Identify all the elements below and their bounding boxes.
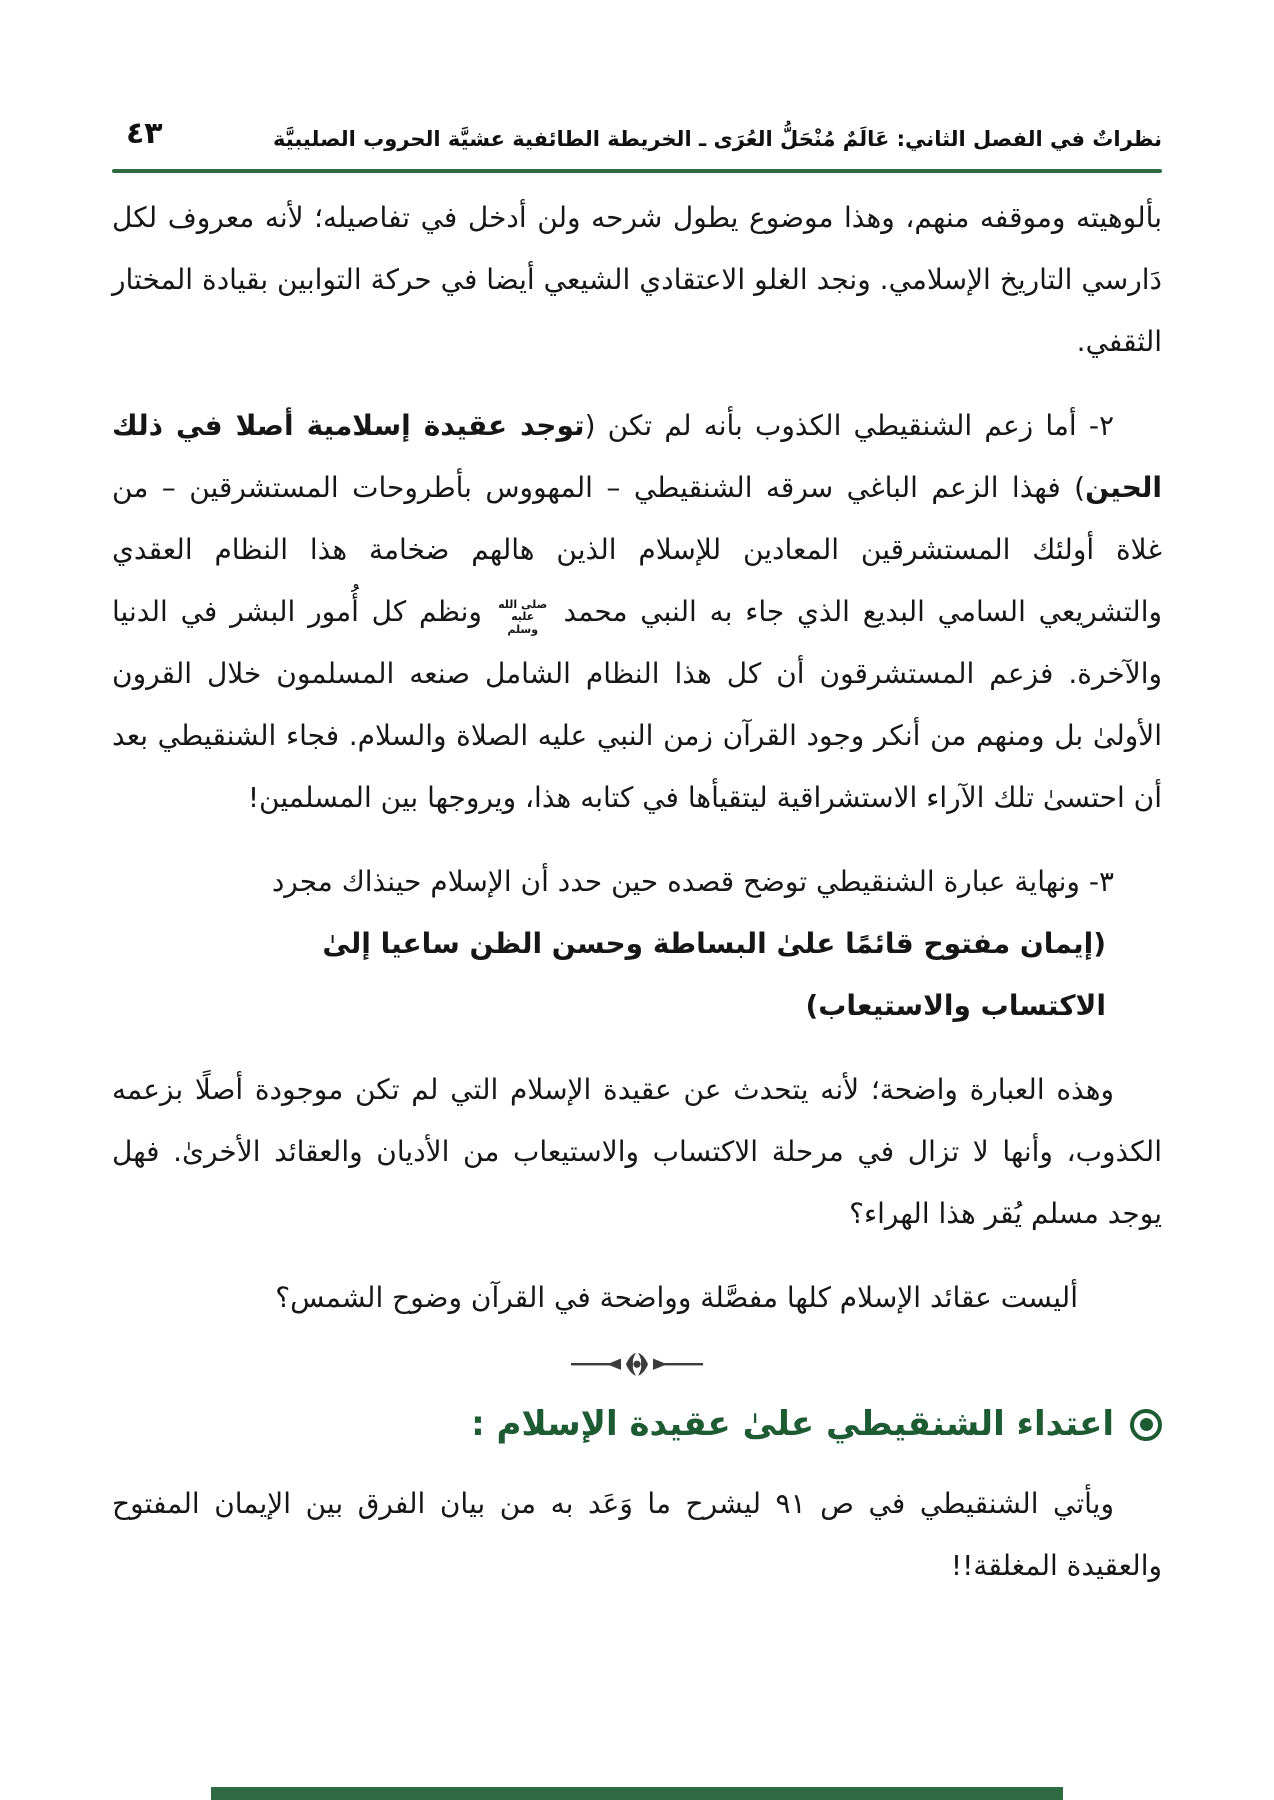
pbuh-ligature: صلى الله عليه وسلم — [498, 597, 548, 636]
paragraph-explanation: وهذه العبارة واضحة؛ لأنه يتحدث عن عقيدة الإسلام التي لم تكن موجودة أصلًا بزعمه الكذوب، وأنها لا تزال في مرحلة الاكتساب والاستيعاب من الأديان والعقائد الأخرىٰ. فهل يوجد مسلم يُقر هذا الهراء؟ — [112, 1073, 1162, 1230]
footer-accent-bar — [211, 1787, 1063, 1800]
paragraph-continuation: بألوهيته وموقفه منهم، وهذا موضوع يطول شرحه ولن أدخل في تفاصيله؛ لأنه معروف لكل دَارسي التاريخ الإسلامي. ونجد الغلو الاعتقادي الشيعي أيضا في حركة التوابين بقيادة المختار الثقفي. — [112, 201, 1162, 358]
paragraph-point-3: ٣- ونهاية عبارة الشنقيطي توضح قصده حين حدد أن الإسلام حينذاك مجرد — [271, 865, 1114, 898]
p3-quoted-phrase: (إيمان مفتوح قائمًا علىٰ البساطة وحسن الظن ساعيا إلىٰ الاكتساب والاستيعاب) — [322, 927, 1106, 1022]
page-header — [112, 116, 1162, 151]
running-title: نظراتٌ في الفصل الثاني: عَالَمٌ مُنْحَلُّ العُرَى ـ الخريطة الطائفية عشيَّة الحروب الصليبيَّة — [273, 127, 1162, 151]
ornament-divider-icon — [112, 1351, 1162, 1377]
p2-quoted-claim: توجد عقيدة إسلامية أصلا في ذلك الحين — [112, 409, 1162, 504]
bullet-dot — [1140, 1418, 1153, 1431]
section-heading — [112, 1401, 1162, 1449]
header-rule — [112, 169, 1162, 173]
p2-text-mid: ) فهذا الزعم الباغي سرقه الشنقيطي – المهووس بأطروحات المستشرقين – من غلاة أولئك المستشرقين المعادين للإسلام الذين هالهم ضخامة هذا النظام العقدي والتشريعي السامي البديع الذي جاء به النبي محمد — [112, 471, 1162, 628]
p2-text-pre: ٢- أما زعم الشنقيطي الكذوب بأنه لم تكن ( — [584, 409, 1114, 442]
section-heading-text: اعتداء الشنقيطي علىٰ عقيدة الإسلام : — [471, 1404, 1114, 1444]
page-number: ٤٣ — [126, 116, 163, 151]
paragraph-point-next: ويأتي الشنقيطي في ص ٩١ ليشرح ما وَعَد به من بيان الفرق بين الإيمان المفتوح والعقيدة المغلقة!! — [112, 1486, 1162, 1582]
page-body — [112, 187, 1162, 1597]
p2-text-post: ونظم كل أُمور البشر في الدنيا والآخرة. فزعم المستشرقون أن كل هذا النظام الشامل صنعه المسلمون خلال القرون الأولىٰ بل ومنهم من أنكر وجود القرآن زمن النبي عليه الصلاة والسلام. فجاء الشنقيطي بعد أن احتسىٰ تلك الآراء الاستشراقية ليتقيأها في كتابه هذا، ويروجها بين المسلمين! — [112, 595, 1162, 814]
circled-dot-bullet-icon — [1130, 1409, 1162, 1441]
paragraph-rhetorical-question: أليست عقائد الإسلام كلها مفصَّلة وواضحة في القرآن وضوح الشمس؟ — [275, 1281, 1078, 1314]
paragraph-point-2 — [112, 395, 1162, 829]
